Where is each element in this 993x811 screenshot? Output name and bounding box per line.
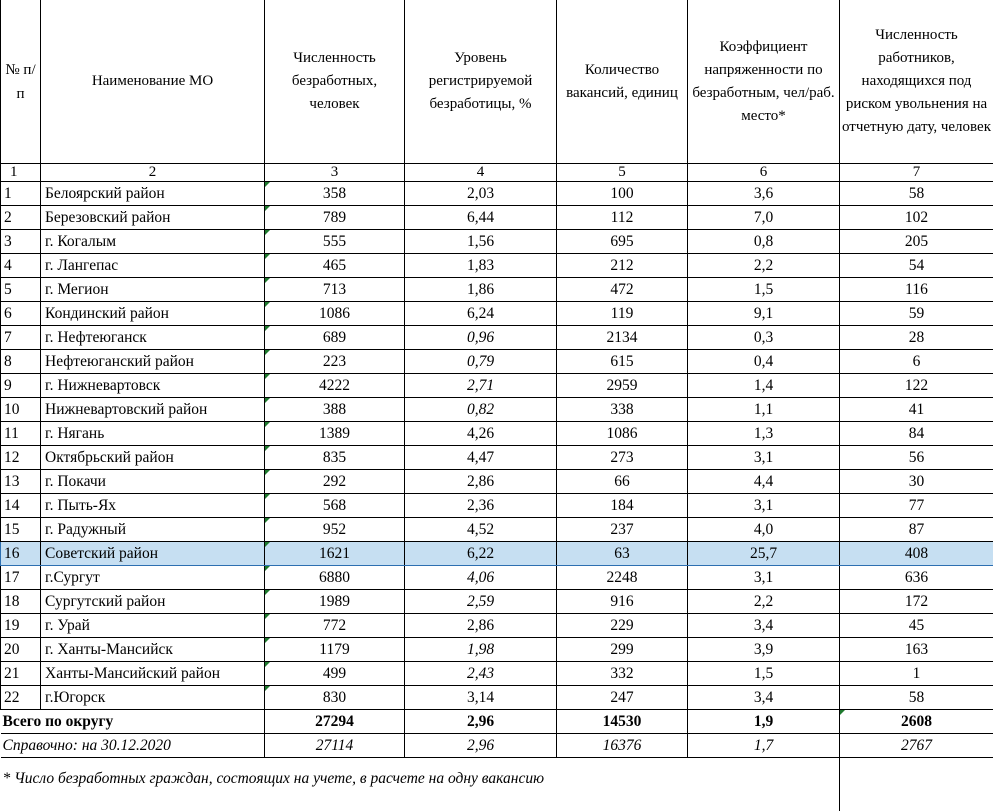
row-unemployed: 1989 [265, 590, 405, 614]
row-number: 14 [1, 494, 41, 518]
row-rate: 2,86 [405, 470, 557, 494]
row-risk: 636 [840, 566, 993, 590]
row-tension: 1,3 [688, 422, 840, 446]
table-row [1, 638, 993, 662]
header-num: № п/п [1, 0, 41, 164]
row-tension: 3,9 [688, 638, 840, 662]
row-rate: 4,06 [405, 566, 557, 590]
colnum-1: 1 [1, 164, 41, 182]
row-tension: 3,4 [688, 686, 840, 710]
row-name: Советский район [41, 542, 265, 566]
row-vacancies: 472 [557, 278, 688, 302]
row-name: Березовский район [41, 206, 265, 230]
row-tension: 25,7 [688, 542, 840, 566]
header-unemployed: Численность безработных, человек [265, 0, 405, 164]
row-vacancies: 916 [557, 590, 688, 614]
row-vacancies: 299 [557, 638, 688, 662]
row-risk: 408 [840, 542, 993, 566]
row-name: г. Нижневартовск [41, 374, 265, 398]
row-vacancies: 66 [557, 470, 688, 494]
row-risk: 54 [840, 254, 993, 278]
reference-vacancies: 16376 [557, 734, 688, 758]
row-number: 19 [1, 614, 41, 638]
row-number: 21 [1, 662, 41, 686]
row-number: 15 [1, 518, 41, 542]
table-row [1, 374, 993, 398]
row-tension: 3,1 [688, 494, 840, 518]
row-vacancies: 212 [557, 254, 688, 278]
table-row [1, 590, 993, 614]
row-vacancies: 247 [557, 686, 688, 710]
row-unemployed: 1389 [265, 422, 405, 446]
header-vacancies: Количество вакансий, единиц [557, 0, 688, 164]
table-row [1, 254, 993, 278]
row-rate: 1,83 [405, 254, 557, 278]
row-number: 11 [1, 422, 41, 446]
row-risk: 77 [840, 494, 993, 518]
row-risk: 87 [840, 518, 993, 542]
row-unemployed: 713 [265, 278, 405, 302]
row-tension: 1,5 [688, 278, 840, 302]
table-row [1, 614, 993, 638]
row-tension: 4,0 [688, 518, 840, 542]
row-tension: 0,8 [688, 230, 840, 254]
row-risk: 205 [840, 230, 993, 254]
row-number: 3 [1, 230, 41, 254]
reference-unemployed: 27114 [265, 734, 405, 758]
header-tension: Коэффициент напряженности по безработным, чел/раб. место* [688, 0, 840, 164]
reference-rate: 2,96 [405, 734, 557, 758]
row-rate: 6,24 [405, 302, 557, 326]
row-number: 20 [1, 638, 41, 662]
row-number: 8 [1, 350, 41, 374]
row-vacancies: 119 [557, 302, 688, 326]
row-name: г. Покачи [41, 470, 265, 494]
table-row [1, 518, 993, 542]
row-rate: 2,03 [405, 182, 557, 206]
row-unemployed: 1179 [265, 638, 405, 662]
row-unemployed: 465 [265, 254, 405, 278]
row-name: г.Югорск [41, 686, 265, 710]
row-unemployed: 223 [265, 350, 405, 374]
row-risk: 58 [840, 686, 993, 710]
row-vacancies: 695 [557, 230, 688, 254]
row-risk: 45 [840, 614, 993, 638]
table-row [1, 422, 993, 446]
row-rate: 4,47 [405, 446, 557, 470]
row-vacancies: 273 [557, 446, 688, 470]
row-name: Сургутский район [41, 590, 265, 614]
header-name: Наименование МО [41, 0, 265, 164]
row-number: 16 [1, 542, 41, 566]
row-risk: 1 [840, 662, 993, 686]
colnum-6: 6 [688, 164, 840, 182]
row-vacancies: 112 [557, 206, 688, 230]
row-unemployed: 1086 [265, 302, 405, 326]
row-rate: 6,44 [405, 206, 557, 230]
row-tension: 1,5 [688, 662, 840, 686]
header-risk: Численность работников, находящихся под риском увольнения на отчетную дату, человек [840, 0, 993, 164]
row-unemployed: 789 [265, 206, 405, 230]
row-vacancies: 100 [557, 182, 688, 206]
row-rate: 3,14 [405, 686, 557, 710]
row-tension: 0,4 [688, 350, 840, 374]
row-risk: 59 [840, 302, 993, 326]
row-unemployed: 689 [265, 326, 405, 350]
row-risk: 6 [840, 350, 993, 374]
row-number: 17 [1, 566, 41, 590]
row-tension: 4,4 [688, 470, 840, 494]
row-unemployed: 388 [265, 398, 405, 422]
row-number: 1 [1, 182, 41, 206]
row-vacancies: 2248 [557, 566, 688, 590]
footnote: * Число безработных граждан, состоящих на учете, в расчете на одну вакансию [1, 758, 688, 811]
row-tension: 3,4 [688, 614, 840, 638]
row-tension: 9,1 [688, 302, 840, 326]
header-rate: Уровень регистрируемой безработицы, % [405, 0, 557, 164]
table-row [1, 446, 993, 470]
total-rate: 2,96 [405, 710, 557, 734]
row-number: 13 [1, 470, 41, 494]
row-number: 6 [1, 302, 41, 326]
row-unemployed: 830 [265, 686, 405, 710]
row-tension: 2,2 [688, 590, 840, 614]
row-unemployed: 555 [265, 230, 405, 254]
row-risk: 30 [840, 470, 993, 494]
table-row [1, 566, 993, 590]
table-row [1, 350, 993, 374]
row-rate: 0,79 [405, 350, 557, 374]
row-name: г. Нягань [41, 422, 265, 446]
row-rate: 2,59 [405, 590, 557, 614]
row-tension: 3,1 [688, 566, 840, 590]
row-unemployed: 499 [265, 662, 405, 686]
row-rate: 4,52 [405, 518, 557, 542]
row-risk: 172 [840, 590, 993, 614]
row-tension: 7,0 [688, 206, 840, 230]
row-number: 5 [1, 278, 41, 302]
table-row [1, 278, 993, 302]
row-risk: 102 [840, 206, 993, 230]
row-tension: 1,1 [688, 398, 840, 422]
table-row [1, 302, 993, 326]
row-risk: 122 [840, 374, 993, 398]
row-number: 7 [1, 326, 41, 350]
row-unemployed: 772 [265, 614, 405, 638]
row-rate: 1,98 [405, 638, 557, 662]
row-unemployed: 952 [265, 518, 405, 542]
row-name: Нефтеюганский район [41, 350, 265, 374]
row-name: Октябрьский район [41, 446, 265, 470]
total-row [1, 710, 993, 734]
row-number: 10 [1, 398, 41, 422]
colnum-3: 3 [265, 164, 405, 182]
footnote-blank-1 [688, 758, 840, 811]
total-risk: 2608 [840, 710, 993, 734]
row-name: г. Урай [41, 614, 265, 638]
row-rate: 2,43 [405, 662, 557, 686]
row-tension: 2,2 [688, 254, 840, 278]
colnum-4: 4 [405, 164, 557, 182]
colnum-2: 2 [41, 164, 265, 182]
row-tension: 0,3 [688, 326, 840, 350]
row-name: г. Радужный [41, 518, 265, 542]
row-risk: 116 [840, 278, 993, 302]
row-risk: 41 [840, 398, 993, 422]
table-row [1, 326, 993, 350]
row-unemployed: 1621 [265, 542, 405, 566]
row-name: Белоярский район [41, 182, 265, 206]
row-vacancies: 615 [557, 350, 688, 374]
row-vacancies: 338 [557, 398, 688, 422]
row-vacancies: 2959 [557, 374, 688, 398]
reference-label: Справочно: на 30.12.2020 [1, 734, 265, 758]
table-row [1, 470, 993, 494]
row-vacancies: 229 [557, 614, 688, 638]
row-number: 4 [1, 254, 41, 278]
row-rate: 4,26 [405, 422, 557, 446]
row-name: г. Нефтеюганск [41, 326, 265, 350]
footnote-row [1, 758, 993, 811]
row-number: 12 [1, 446, 41, 470]
row-rate: 2,71 [405, 374, 557, 398]
table-row [1, 662, 993, 686]
row-risk: 163 [840, 638, 993, 662]
row-number: 9 [1, 374, 41, 398]
row-name: г. Пыть-Ях [41, 494, 265, 518]
row-name: г. Когалым [41, 230, 265, 254]
colnum-7: 7 [840, 164, 993, 182]
row-rate: 0,96 [405, 326, 557, 350]
row-tension: 1,4 [688, 374, 840, 398]
table-row [1, 206, 993, 230]
row-unemployed: 568 [265, 494, 405, 518]
row-risk: 28 [840, 326, 993, 350]
row-name: г.Сургут [41, 566, 265, 590]
row-unemployed: 835 [265, 446, 405, 470]
row-name: г. Лангепас [41, 254, 265, 278]
row-vacancies: 1086 [557, 422, 688, 446]
row-name: Кондинский район [41, 302, 265, 326]
colnum-5: 5 [557, 164, 688, 182]
footnote-blank-2 [840, 758, 993, 811]
row-number: 22 [1, 686, 41, 710]
row-rate: 6,22 [405, 542, 557, 566]
table-row [1, 494, 993, 518]
row-vacancies: 63 [557, 542, 688, 566]
row-unemployed: 358 [265, 182, 405, 206]
row-risk: 58 [840, 182, 993, 206]
row-risk: 84 [840, 422, 993, 446]
reference-row [1, 734, 993, 758]
row-name: Нижневартовский район [41, 398, 265, 422]
row-name: г. Ханты-Мансийск [41, 638, 265, 662]
row-rate: 2,36 [405, 494, 557, 518]
table-row [1, 542, 993, 566]
total-unemployed: 27294 [265, 710, 405, 734]
row-tension: 3,1 [688, 446, 840, 470]
total-tension: 1,9 [688, 710, 840, 734]
table-row [1, 182, 993, 206]
row-rate: 0,82 [405, 398, 557, 422]
column-numbers-row [1, 164, 993, 182]
row-vacancies: 184 [557, 494, 688, 518]
table-row [1, 230, 993, 254]
row-vacancies: 332 [557, 662, 688, 686]
row-name: Ханты-Мансийский район [41, 662, 265, 686]
row-unemployed: 292 [265, 470, 405, 494]
row-number: 18 [1, 590, 41, 614]
row-vacancies: 237 [557, 518, 688, 542]
reference-risk: 2767 [840, 734, 993, 758]
row-risk: 56 [840, 446, 993, 470]
reference-tension: 1,7 [688, 734, 840, 758]
row-name: г. Мегион [41, 278, 265, 302]
row-number: 2 [1, 206, 41, 230]
row-tension: 3,6 [688, 182, 840, 206]
total-label: Всего по округу [1, 710, 265, 734]
row-rate: 1,86 [405, 278, 557, 302]
row-rate: 2,86 [405, 614, 557, 638]
table-row [1, 398, 993, 422]
table-row [1, 686, 993, 710]
total-vacancies: 14530 [557, 710, 688, 734]
row-unemployed: 4222 [265, 374, 405, 398]
row-vacancies: 2134 [557, 326, 688, 350]
row-rate: 1,56 [405, 230, 557, 254]
row-unemployed: 6880 [265, 566, 405, 590]
